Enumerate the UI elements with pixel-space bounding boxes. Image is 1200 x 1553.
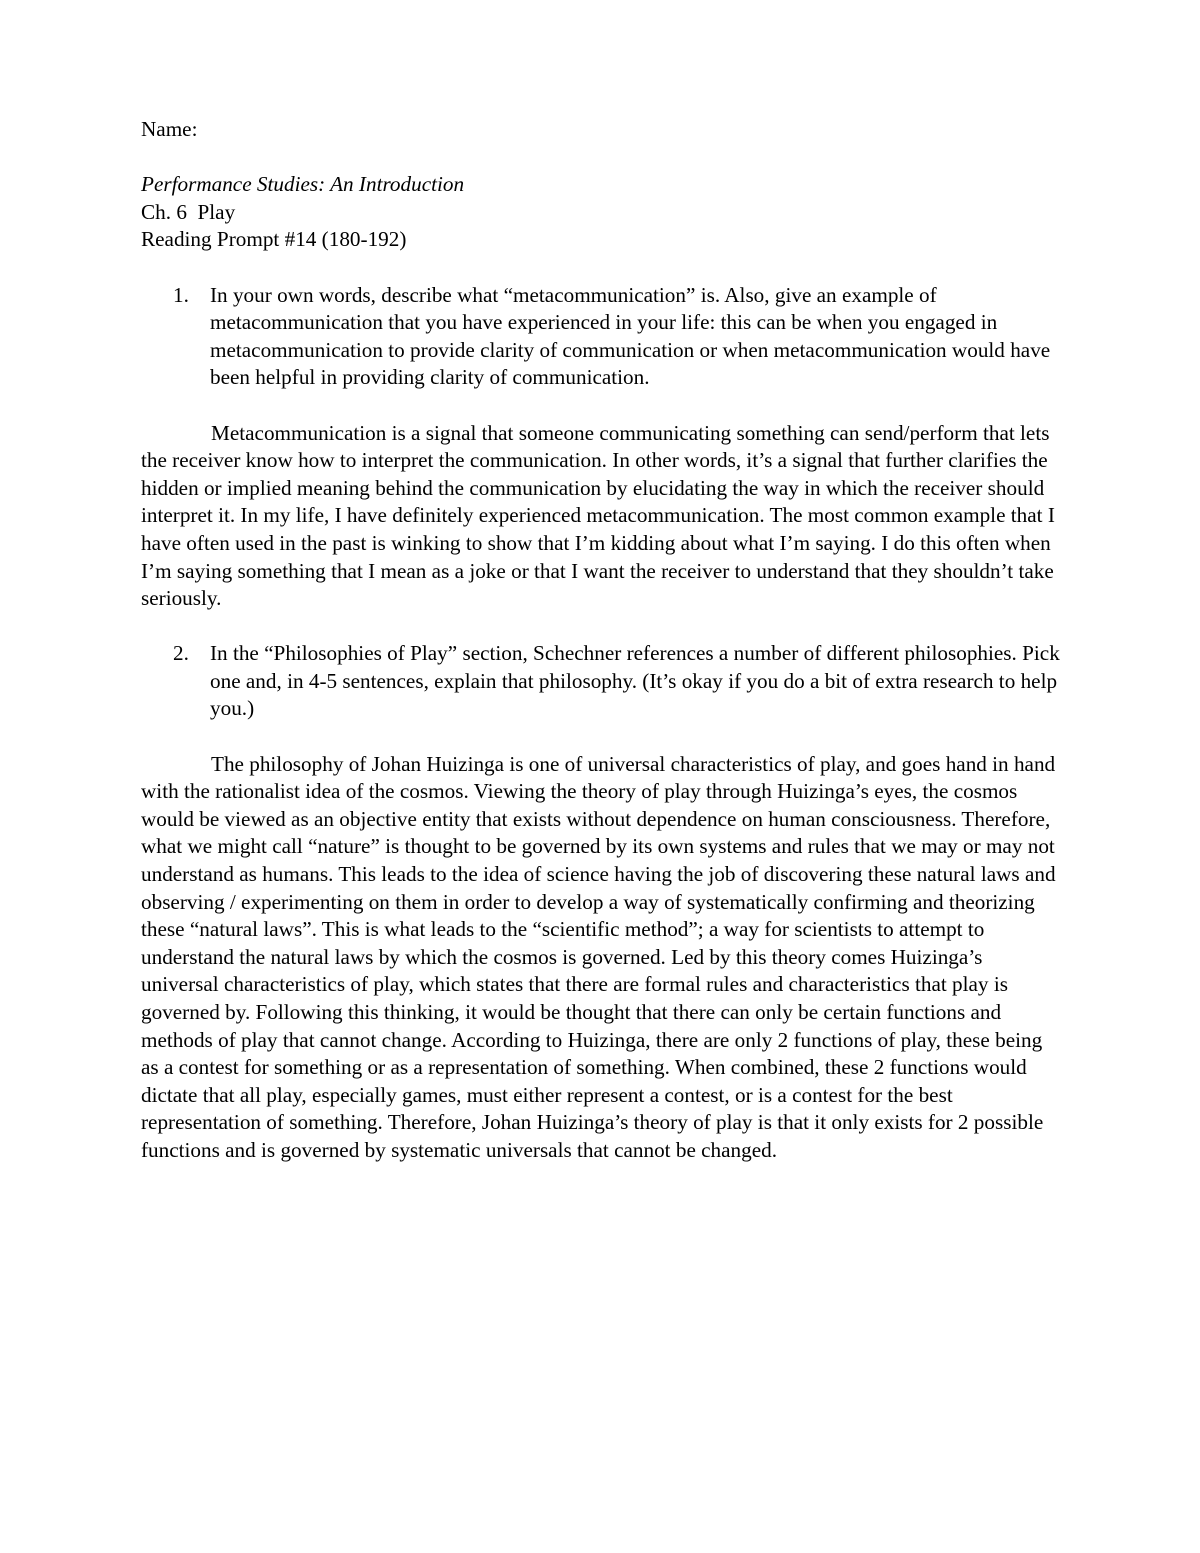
spacer [141, 613, 1061, 641]
answer-1: Metacommunication is a signal that someone communicating something can send/perform that lets the receiver know how to interpret the communication. In other words, it’s a signal that further clarifies the hidden or implied meaning behind the communication by elucidating the way in which the receiver should interpret it. In my life, I have definitely experienced metacommunication. The most common example that I have often used in the past is winking to show that I’m kidding about what I’m saying. I do this often when I’m saying something that I mean as a joke or that I want the receiver to understand that they shouldn’t take seriously. [141, 420, 1055, 611]
question-number: 2. [173, 641, 189, 666]
spacer [141, 392, 1061, 420]
book-title: Performance Studies: An Introduction [141, 172, 465, 197]
question-number: 1. [173, 282, 189, 307]
question-1 [141, 282, 1061, 392]
spacer [141, 723, 1061, 751]
question-text: In your own words, describe what “metacommunication” is. Also, give an example of metacommunication that you have experienced in your life: this can be when you engaged in metacommunication to provide clarity of communication or when metacommunication would have been helpful in providing clarity of communication. [210, 282, 1051, 390]
spacer [141, 254, 1061, 282]
answer-2: The philosophy of Johan Huizinga is one of universal characteristics of play, and goes hand in hand with the rationalist idea of the cosmos. Viewing the theory of play through Huizinga’s eyes, the cosmos would be viewed as an objective entity that exists without dependence on human consciousness. Therefore, what we might call “nature” is thought to be governed by its own systems and rules that we may or may not understand as humans. This leads to the idea of science having the job of discovering these natural laws and observing / experimenting on them in order to develop a way of systematically confirming and theorizing these “natural laws”. This is what leads to the “scientific method”; a way for scientists to attempt to understand the natural laws by which the cosmos is governed. Led by this theory comes Huizinga’s universal characteristics of play, which states that there are formal rules and characteristics that play is governed by. Following this thinking, it would be thought that there can only be certain functions and methods of play that cannot change. According to Huizinga, there are only 2 functions of play, these being as a contest for something or as a representation of something. When combined, these 2 functions would dictate that all play, especially games, must either represent a contest, or is a contest for the best representation of something. Therefore, Johan Huizinga’s theory of play is that it only exists for 2 possible functions and is governed by systematic universals that cannot be changed. [141, 751, 1056, 1162]
name-label: Name: [141, 117, 198, 141]
reading-prompt-heading: Reading Prompt #14 (180-192) [141, 227, 407, 252]
question-text: In the “Philosophies of Play” section, Schechner references a number of different philosophies. Pick one and, in 4-5 sentences, explain that philosophy. (It’s okay if you do a bit of extra research to help you.) [210, 641, 1060, 721]
document-page [141, 116, 1061, 1165]
chapter-heading: Ch. 6 Play [141, 199, 236, 224]
question-2 [141, 640, 1061, 723]
spacer [141, 144, 1061, 172]
